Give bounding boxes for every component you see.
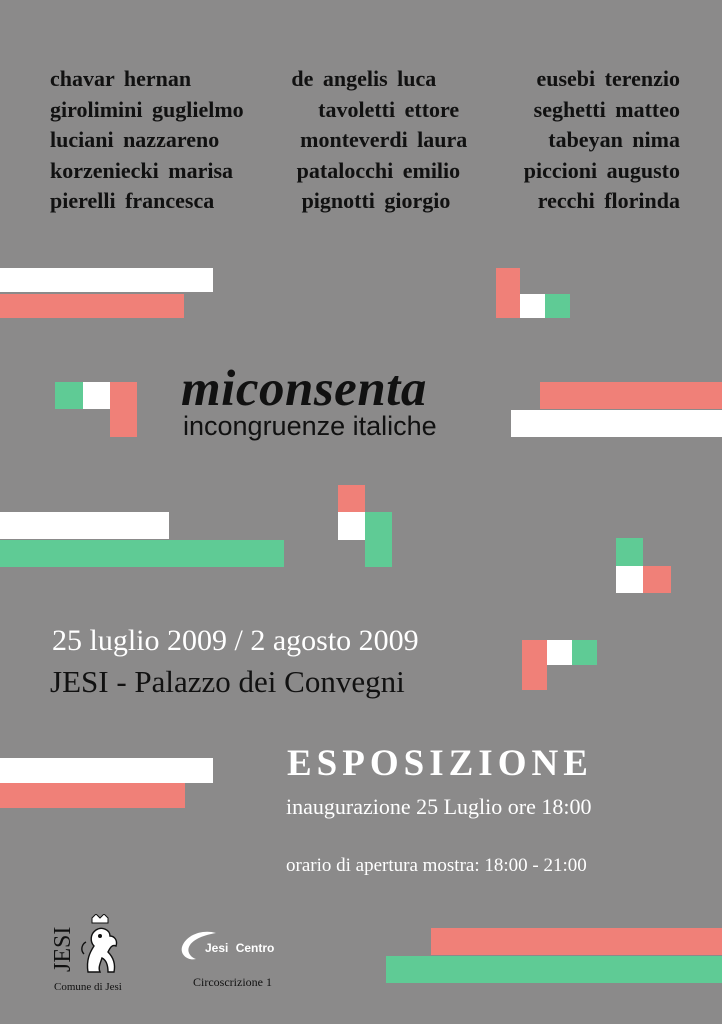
artist-name: luciani nazzareno — [50, 127, 220, 153]
decor-bar-white — [0, 758, 213, 783]
decor-block-green — [365, 512, 392, 567]
artist-name: recchi florinda — [537, 188, 680, 214]
decor-block-red — [643, 566, 671, 593]
jesi-centro-logo — [180, 925, 290, 995]
artist-name: chavar hernan — [50, 66, 192, 92]
artist-name: seghetti matteo — [533, 96, 680, 122]
jesi-wordmark: JESI — [50, 926, 76, 972]
decor-bar-white — [511, 410, 722, 437]
artist-name: tabeyan nima — [548, 127, 680, 153]
decor-bar-green — [0, 540, 284, 567]
inauguration-info: inaugurazione 25 Luglio ore 18:00 — [286, 794, 592, 819]
decor-bar-white — [0, 268, 213, 292]
comune-di-jesi-logo — [50, 912, 130, 998]
decor-block-white — [520, 294, 545, 318]
decor-block-white — [83, 382, 110, 409]
decor-bar-red — [0, 783, 185, 808]
artist-row — [50, 186, 680, 217]
artist-name: pierelli francesca — [50, 188, 215, 214]
artist-list — [50, 64, 680, 217]
artist-name: girolimini guglielmo — [50, 96, 244, 122]
exhibition-subtitle: incongruenze italiche — [183, 411, 437, 441]
lion-crest-icon — [78, 914, 122, 978]
decor-bar-red — [0, 294, 184, 318]
decor-block-red — [110, 382, 137, 437]
decor-block-red — [496, 268, 520, 318]
artist-name: de angelis luca — [291, 66, 437, 92]
artist-row — [50, 156, 680, 187]
artist-name: piccioni augusto — [523, 157, 680, 183]
decor-block-green — [545, 294, 570, 318]
artist-row — [50, 95, 680, 126]
decor-bar-white — [0, 512, 169, 539]
artist-name: korzeniecki marisa — [50, 157, 234, 183]
decor-block-red — [338, 485, 365, 512]
exhibition-venue: JESI - Palazzo dei Convegni — [50, 664, 405, 699]
artist-name: patalocchi emilio — [296, 157, 461, 183]
exhibition-label: ESPOSIZIONE — [287, 743, 593, 784]
decor-block-white — [338, 512, 365, 540]
jesi-centro-caption: Circoscrizione 1 — [193, 975, 272, 989]
jesi-centro-name: Jesi Centro — [205, 941, 275, 955]
exhibition-dates: 25 luglio 2009 / 2 agosto 2009 — [52, 624, 419, 657]
artist-name: monteverdi laura — [300, 127, 468, 153]
decor-bar-red — [431, 928, 722, 955]
decor-block-green — [616, 538, 643, 566]
decor-block-red — [522, 640, 547, 690]
opening-hours: orario di apertura mostra: 18:00 - 21:00 — [286, 855, 587, 876]
exhibition-title: miconsenta — [181, 361, 427, 417]
artist-name: eusebi terenzio — [536, 66, 680, 92]
decor-block-white — [616, 566, 643, 593]
jesi-logo-caption: Comune di Jesi — [54, 981, 122, 993]
artist-name: pignotti giorgio — [301, 188, 451, 214]
artist-row — [50, 125, 680, 156]
decor-block-white — [547, 640, 572, 665]
decor-block-green — [55, 382, 83, 409]
decor-bar-green — [386, 956, 722, 983]
decor-bar-red — [540, 382, 722, 409]
artist-row — [50, 64, 680, 95]
artist-name: tavoletti ettore — [318, 96, 460, 122]
decor-block-green — [572, 640, 597, 665]
